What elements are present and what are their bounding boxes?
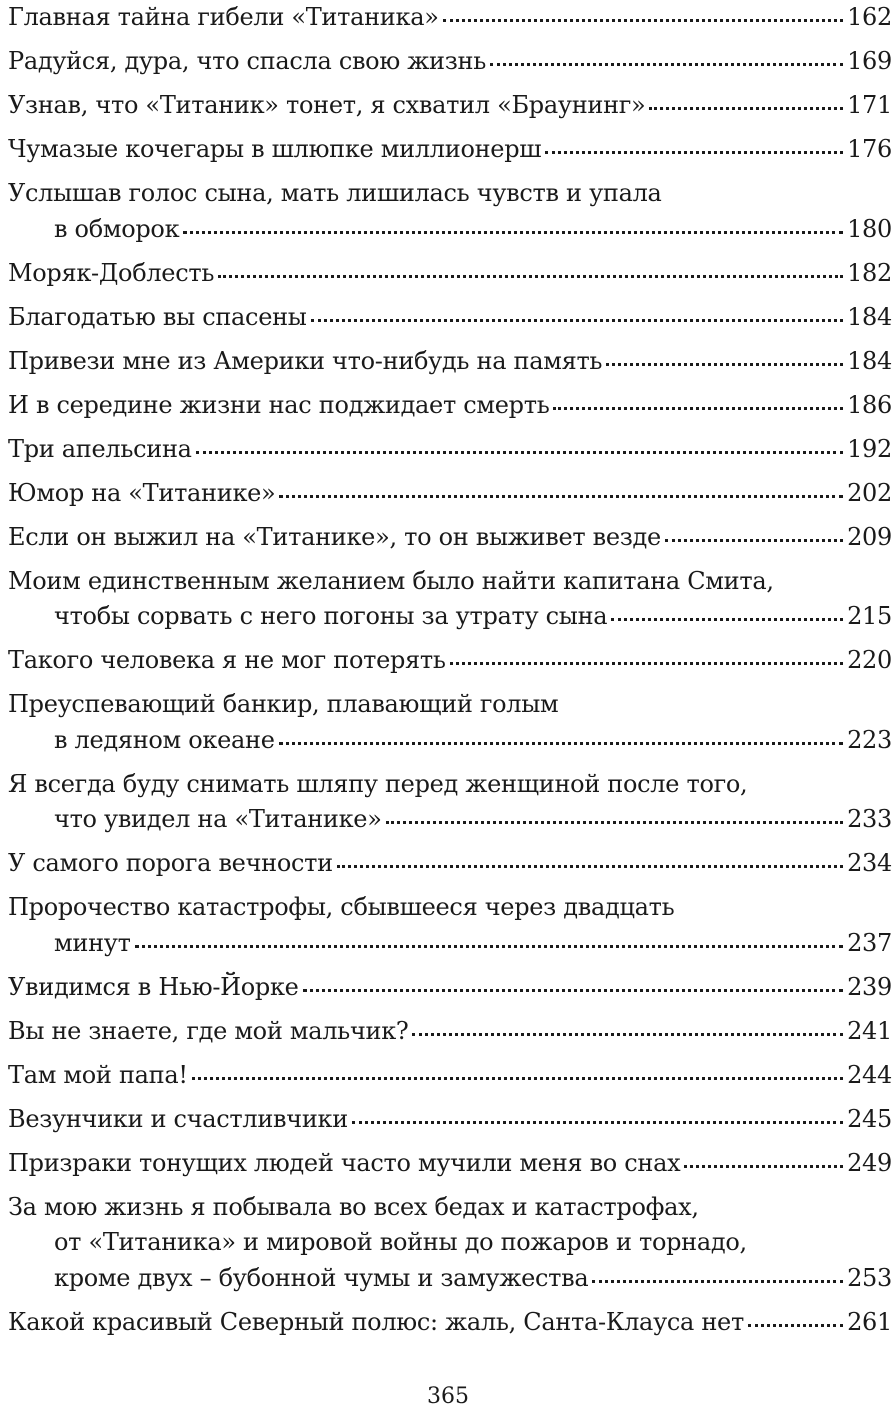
dot-leader [311, 319, 843, 322]
toc-entry-title: Моряк-Доблесть [8, 258, 215, 287]
dot-leader [443, 19, 843, 22]
toc-entry-page-number: 162 [847, 3, 892, 31]
toc-entry-page-number: 192 [847, 434, 892, 463]
dot-leader [545, 151, 843, 154]
toc-entry-line [8, 0, 892, 36]
dot-leader [337, 865, 843, 868]
toc-entry [8, 564, 892, 635]
toc-entry-continuation-line [8, 212, 892, 248]
toc-entry [8, 643, 892, 679]
toc-entry-line [8, 300, 892, 336]
toc-entry [8, 476, 892, 512]
toc-entry-title: от «Титаника» и мировой войны до пожаров и торнадо, [54, 1228, 747, 1256]
toc-entry [8, 388, 892, 424]
toc-entry-title: в ледяном океане [54, 725, 275, 754]
toc-entry-title: Вы не знаете, где мой мальчик? [8, 1016, 409, 1045]
toc-entry-title: кроме двух – бубонной чумы и замужества [54, 1263, 589, 1292]
toc-entry-title: Я всегда буду снимать шляпу перед женщиной после того, [8, 769, 748, 798]
toc-entry-title: минут [54, 928, 131, 957]
toc-entry-title: Там мой папа! [8, 1060, 188, 1089]
toc-entry-line [8, 88, 892, 124]
toc-entry-page-number: 184 [847, 346, 892, 375]
toc-entry [8, 88, 892, 124]
toc-entry-page-number: 176 [847, 135, 892, 163]
toc-entry-title: Какой красивый Северный полюс: жаль, Санта-Клауса нет [8, 1307, 744, 1336]
toc-entry-title: Привези мне из Америки что-нибудь на память [8, 346, 603, 375]
toc-entry-page-number: 169 [847, 47, 892, 75]
toc-entry [8, 890, 892, 961]
toc-entry-title: Пророчество катастрофы, сбывшееся через двадцать [8, 893, 675, 921]
toc-entry [8, 176, 892, 247]
toc-entry [8, 970, 892, 1006]
toc-entry-page-number: 186 [847, 390, 892, 419]
toc-entry-line [8, 890, 892, 926]
toc-entry [8, 344, 892, 380]
toc-entry-line [8, 643, 892, 679]
toc-entry [8, 132, 892, 168]
dot-leader [279, 742, 843, 745]
toc-entry [8, 687, 892, 758]
toc-entry-line [8, 432, 892, 468]
dot-leader [553, 407, 843, 410]
toc-entry-page-number: 182 [847, 258, 892, 287]
toc-entry-continuation-line [8, 599, 892, 635]
toc-entry-title: И в середине жизни нас поджидает смерть [8, 390, 550, 419]
toc-entry-title: Призраки тонущих людей часто мучили меня во снах [8, 1148, 681, 1177]
toc-entry-title: Если он выжил на «Титанике», то он выживет везде [8, 522, 661, 551]
toc-entry-page-number: 244 [847, 1060, 892, 1089]
toc-entry-line [8, 256, 892, 292]
toc-entry-page-number: 245 [847, 1104, 892, 1133]
dot-leader [748, 1324, 843, 1327]
toc-entry-line [8, 388, 892, 424]
dot-leader [665, 539, 843, 542]
dot-leader [303, 989, 843, 992]
dot-leader [218, 275, 843, 278]
dot-leader [352, 1121, 843, 1124]
toc-entry-line [8, 1058, 892, 1094]
toc-entry-continuation-line [8, 1261, 892, 1297]
toc-entry-title: Такого человека я не мог потерять [8, 646, 446, 674]
toc-entry-page-number: 239 [847, 972, 892, 1001]
toc-entry-title: Увидимся в Нью-Йорке [8, 972, 299, 1001]
toc-entry-continuation-line [8, 723, 892, 759]
toc-entry-title: Радуйся, дура, что спасла свою жизнь [8, 47, 486, 75]
dot-leader [490, 63, 843, 66]
toc-entry-page-number: 171 [847, 91, 892, 119]
toc-entry-line [8, 176, 892, 212]
toc-entry-line [8, 1305, 892, 1341]
dot-leader [611, 618, 843, 621]
dot-leader [606, 363, 843, 366]
dot-leader [279, 495, 843, 498]
dot-leader [386, 821, 843, 824]
toc-entry-title: что увидел на «Титанике» [54, 805, 382, 833]
toc-entry-page-number: 180 [847, 214, 892, 243]
toc-entry-title: Чумазые кочегары в шлюпке миллионерш [8, 135, 542, 163]
dot-leader [684, 1165, 843, 1168]
toc-entry-page-number: 253 [847, 1263, 892, 1292]
toc-entry-title: За мою жизнь я побывала во всех бедах и катастрофах, [8, 1192, 699, 1221]
toc-entry [8, 1014, 892, 1050]
toc-entry-page-number: 233 [847, 805, 892, 833]
dot-leader [192, 1077, 843, 1080]
toc-entry-title: Услышав голос сына, мать лишилась чувств и упала [8, 179, 662, 207]
toc-entry-line [8, 1190, 892, 1226]
dot-leader [412, 1033, 843, 1036]
toc-entry-line [8, 1146, 892, 1182]
toc-entry-continuation-line [8, 1225, 892, 1261]
toc-entry [8, 767, 892, 838]
toc-entry [8, 44, 892, 80]
toc-entry [8, 1305, 892, 1341]
dot-leader [196, 451, 843, 454]
toc-entry-line [8, 44, 892, 80]
toc-entry-page-number: 215 [847, 602, 892, 630]
toc-entry-title: У самого порога вечности [8, 849, 333, 877]
toc-entry-page-number: 184 [847, 302, 892, 331]
toc-entry [8, 1146, 892, 1182]
toc-entry-title: Юмор на «Титанике» [8, 478, 276, 507]
toc-entry-continuation-line [8, 802, 892, 838]
toc-entry [8, 256, 892, 292]
toc-entry-line [8, 564, 892, 600]
toc-entry-page-number: 261 [847, 1307, 892, 1336]
toc-entry-line [8, 476, 892, 512]
dot-leader [135, 945, 844, 948]
toc-entry-page-number: 202 [847, 478, 892, 507]
toc-entry [8, 300, 892, 336]
toc-entry [8, 1102, 892, 1138]
toc-entry-title: Главная тайна гибели «Титаника» [8, 3, 439, 31]
dot-leader [649, 107, 843, 110]
toc-entry-page-number: 209 [847, 522, 892, 551]
toc-entry-line [8, 767, 892, 803]
toc-entry-line [8, 1102, 892, 1138]
toc-entry-line [8, 846, 892, 882]
dot-leader [592, 1280, 843, 1283]
toc-entry-title: в обморок [54, 214, 180, 243]
toc-entry [8, 432, 892, 468]
toc-entry-title: Преуспевающий банкир, плавающий голым [8, 690, 559, 718]
table-of-contents [8, 0, 892, 1349]
dot-leader [183, 231, 843, 234]
toc-entry-page-number: 249 [847, 1148, 892, 1177]
toc-entry-page-number: 220 [847, 646, 892, 674]
toc-entry-title: Везунчики и счастливчики [8, 1104, 348, 1133]
toc-entry-page-number: 241 [847, 1016, 892, 1045]
toc-entry-line [8, 132, 892, 168]
toc-entry [8, 0, 892, 36]
toc-entry-line [8, 520, 892, 556]
toc-entry-title: чтобы сорвать с него погоны за утрату сына [54, 602, 608, 630]
toc-entry-title: Благодатью вы спасены [8, 302, 307, 331]
toc-entry [8, 1190, 892, 1297]
toc-entry-page-number: 234 [847, 849, 892, 877]
toc-entry-line [8, 344, 892, 380]
toc-entry-title: Три апельсина [8, 434, 192, 463]
toc-entry [8, 520, 892, 556]
page-number: 365 [427, 1384, 469, 1409]
dot-leader [450, 662, 843, 665]
toc-entry-title: Моим единственным желанием было найти капитана Смита, [8, 566, 774, 595]
toc-entry-title: Узнав, что «Титаник» тонет, я схватил «Браунинг» [8, 91, 646, 119]
toc-entry-line [8, 1014, 892, 1050]
toc-entry-line [8, 970, 892, 1006]
toc-entry-page-number: 223 [847, 725, 892, 754]
toc-entry [8, 1058, 892, 1094]
toc-entry-continuation-line [8, 926, 892, 962]
toc-entry [8, 846, 892, 882]
toc-entry-page-number: 237 [847, 928, 892, 957]
toc-entry-line [8, 687, 892, 723]
